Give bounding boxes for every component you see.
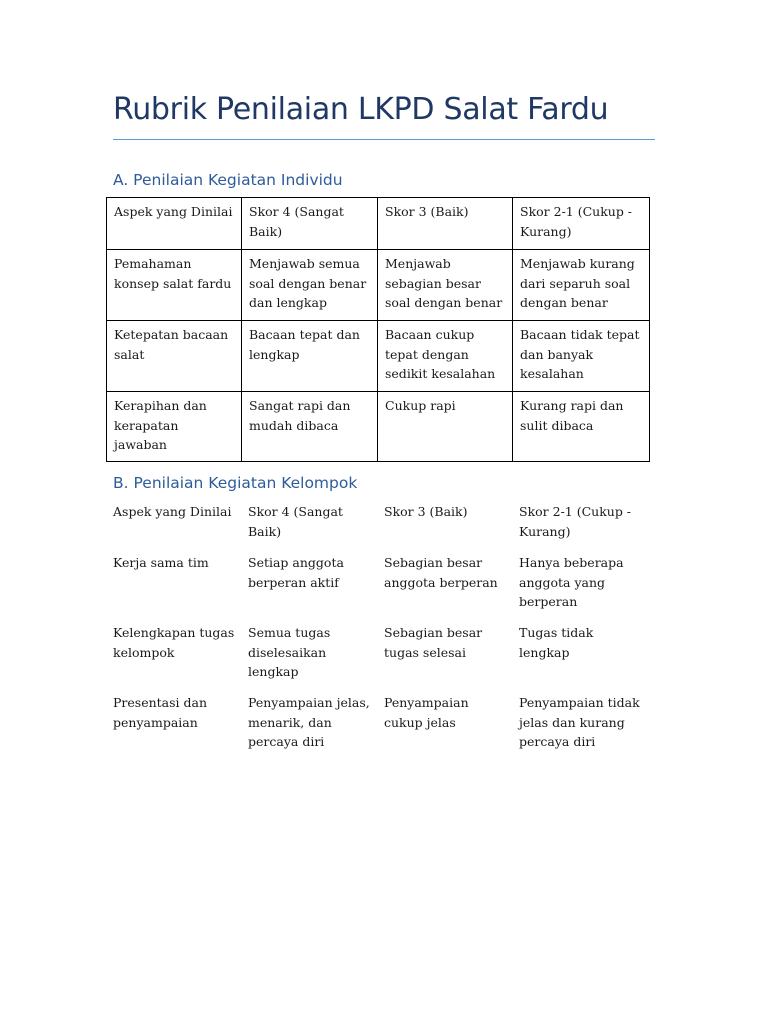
table-row — [107, 392, 650, 462]
individual-assessment-table — [106, 197, 650, 462]
group-assessment-table — [106, 498, 649, 759]
table-cell: Sebagian besar tugas selesai — [384, 625, 483, 660]
table-row — [107, 250, 650, 321]
table-cell: Ketepatan bacaan salat — [107, 321, 242, 392]
header-cell-score-4: Skor 4 (Sangat Baik) — [248, 504, 343, 539]
table-cell: Menjawab kurang dari separuh soal dengan benar — [513, 250, 650, 321]
table-cell: Kerja sama tim — [113, 555, 209, 570]
table-cell: Setiap anggota berperan aktif — [248, 555, 344, 590]
table-row — [106, 549, 649, 619]
table-cell: Cukup rapi — [378, 392, 513, 462]
table-row — [106, 689, 649, 759]
header-cell-score-3: Skor 3 (Baik) — [378, 198, 513, 250]
table-cell: Kerapihan dan kerapatan jawaban — [107, 392, 242, 462]
table-cell: Sebagian besar anggota berperan — [384, 555, 498, 590]
table-row — [106, 619, 649, 689]
header-cell-score-4: Skor 4 (Sangat Baik) — [242, 198, 378, 250]
header-cell-score-3: Skor 3 (Baik) — [384, 504, 468, 519]
table-cell: Bacaan tepat dan lengkap — [242, 321, 378, 392]
header-cell-aspect: Aspek yang Dinilai — [107, 198, 242, 250]
section-a-heading: A. Penilaian Kegiatan Individu — [113, 171, 343, 189]
table-header-row — [106, 498, 649, 549]
table-cell: Menjawab semua soal dengan benar dan lengkap — [242, 250, 378, 321]
table-cell: Kelengkapan tugas kelompok — [113, 625, 235, 660]
table-cell: Penyampaian tidak jelas dan kurang percaya diri — [519, 695, 640, 749]
table-cell: Menjawab sebagian besar soal dengan benar — [378, 250, 513, 321]
title-underline — [113, 139, 655, 140]
table-row — [107, 321, 650, 392]
header-cell-score-2-1: Skor 2-1 (Cukup - Kurang) — [519, 504, 632, 539]
table-cell: Kurang rapi dan sulit dibaca — [513, 392, 650, 462]
table-cell: Sangat rapi dan mudah dibaca — [242, 392, 378, 462]
table-cell: Penyampaian cukup jelas — [384, 695, 469, 730]
table-cell: Penyampaian jelas, menarik, dan percaya diri — [248, 695, 370, 749]
table-cell: Semua tugas diselesaikan lengkap — [248, 625, 331, 679]
document-title: Rubrik Penilaian LKPD Salat Fardu — [113, 92, 609, 127]
table-header-row — [107, 198, 650, 250]
table-cell: Bacaan cukup tepat dengan sedikit kesalahan — [378, 321, 513, 392]
table-cell: Tugas tidak lengkap — [519, 625, 594, 660]
table-cell: Presentasi dan penyampaian — [113, 695, 208, 730]
table-cell: Bacaan tidak tepat dan banyak kesalahan — [513, 321, 650, 392]
table-cell: Hanya beberapa anggota yang berperan — [519, 555, 624, 609]
section-b-heading: B. Penilaian Kegiatan Kelompok — [113, 474, 358, 492]
table-cell: Pemahaman konsep salat fardu — [107, 250, 242, 321]
header-cell-score-2-1: Skor 2-1 (Cukup - Kurang) — [513, 198, 650, 250]
header-cell-aspect: Aspek yang Dinilai — [113, 504, 232, 519]
